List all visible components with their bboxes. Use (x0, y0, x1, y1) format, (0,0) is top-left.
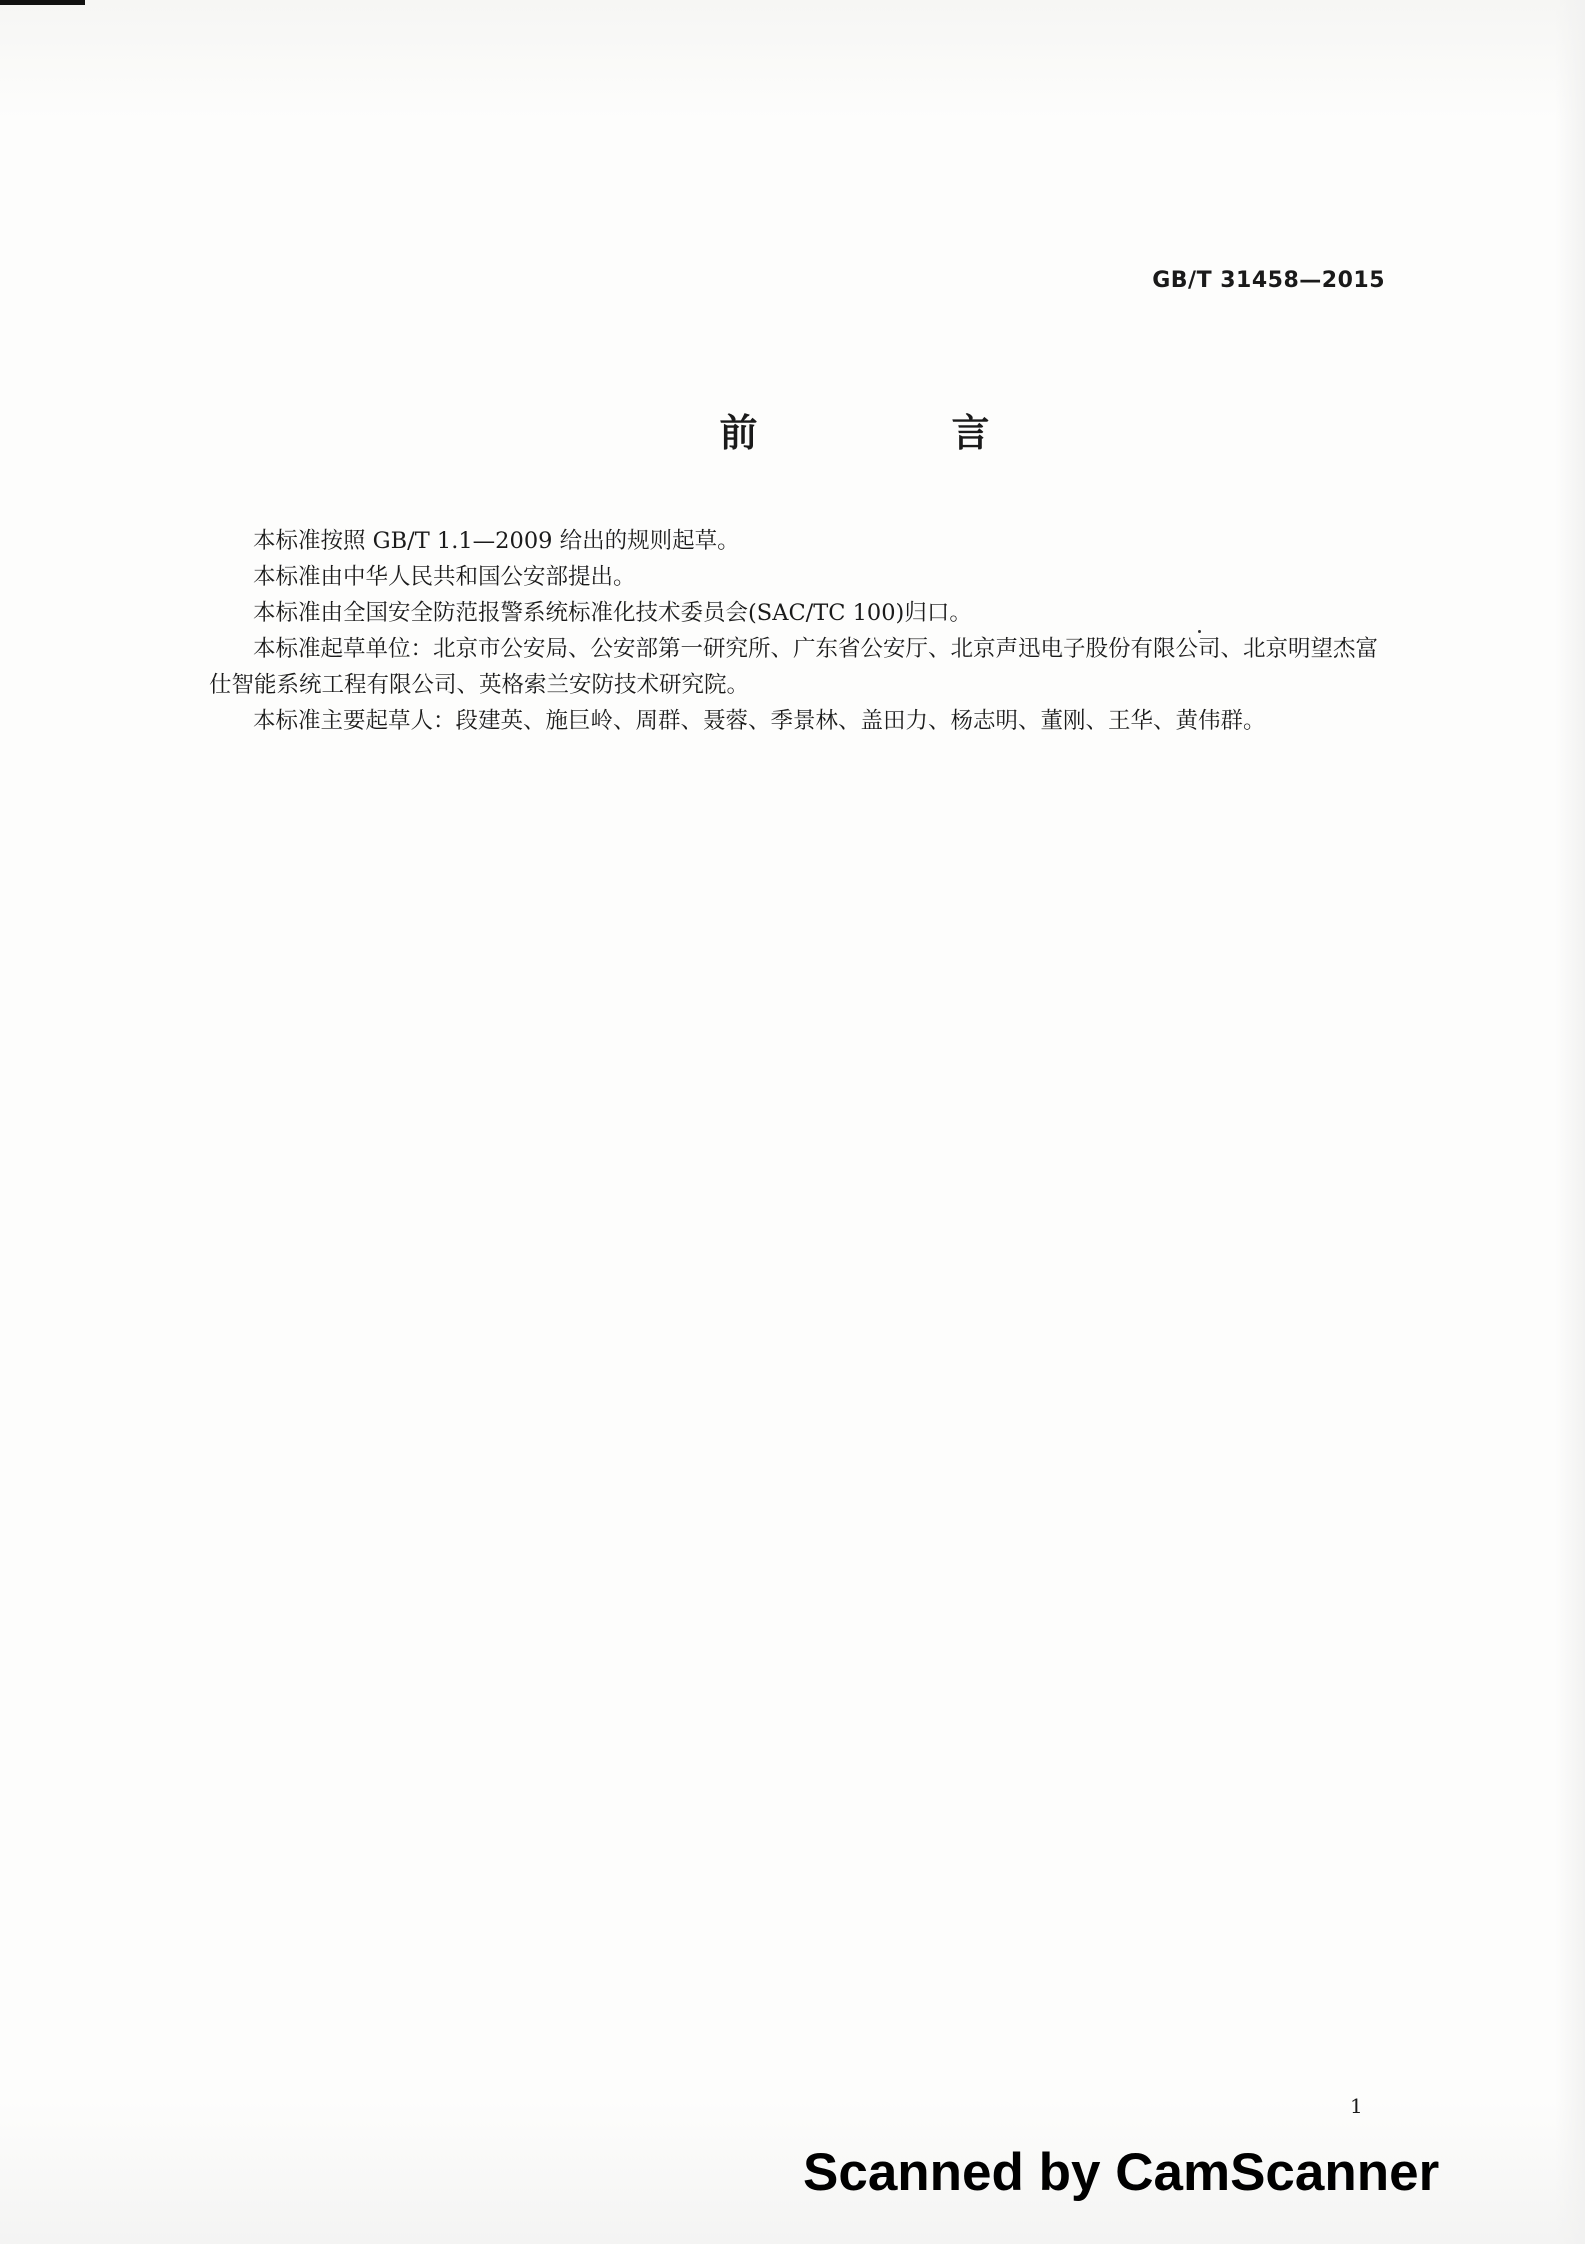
corner-mark (0, 0, 85, 5)
scan-speck (1198, 630, 1201, 633)
paragraph-committee: 本标准由全国安全防范报警系统标准化技术委员会(SAC/TC 100)归口。 (253, 600, 972, 626)
standard-code: GB/T 31458—2015 (1152, 268, 1385, 293)
page-number: 1 (1350, 2094, 1363, 2118)
paragraph-drafters: 本标准主要起草人：段建英、施巨岭、周群、聂蓉、季景林、盖田力、杨志明、董刚、王华、黄伟群。 (253, 708, 1266, 734)
foreword-body (209, 523, 1389, 739)
paragraph-proposer: 本标准由中华人民共和国公安部提出。 (253, 564, 636, 590)
paragraph-drafting-rules: 本标准按照 GB/T 1.1—2009 给出的规则起草。 (253, 528, 740, 554)
page-edge-shadow (1555, 0, 1585, 2244)
page-title: 前 言 (719, 410, 1068, 455)
scanner-watermark: Scanned by CamScanner (803, 2143, 1440, 2202)
paragraph-drafting-units: 本标准起草单位：北京市公安局、公安部第一研究所、广东省公安厅、北京声迅电子股份有限公司、北京明望杰富仕智能系统工程有限公司、英格索兰安防技术研究院。 (209, 636, 1379, 698)
